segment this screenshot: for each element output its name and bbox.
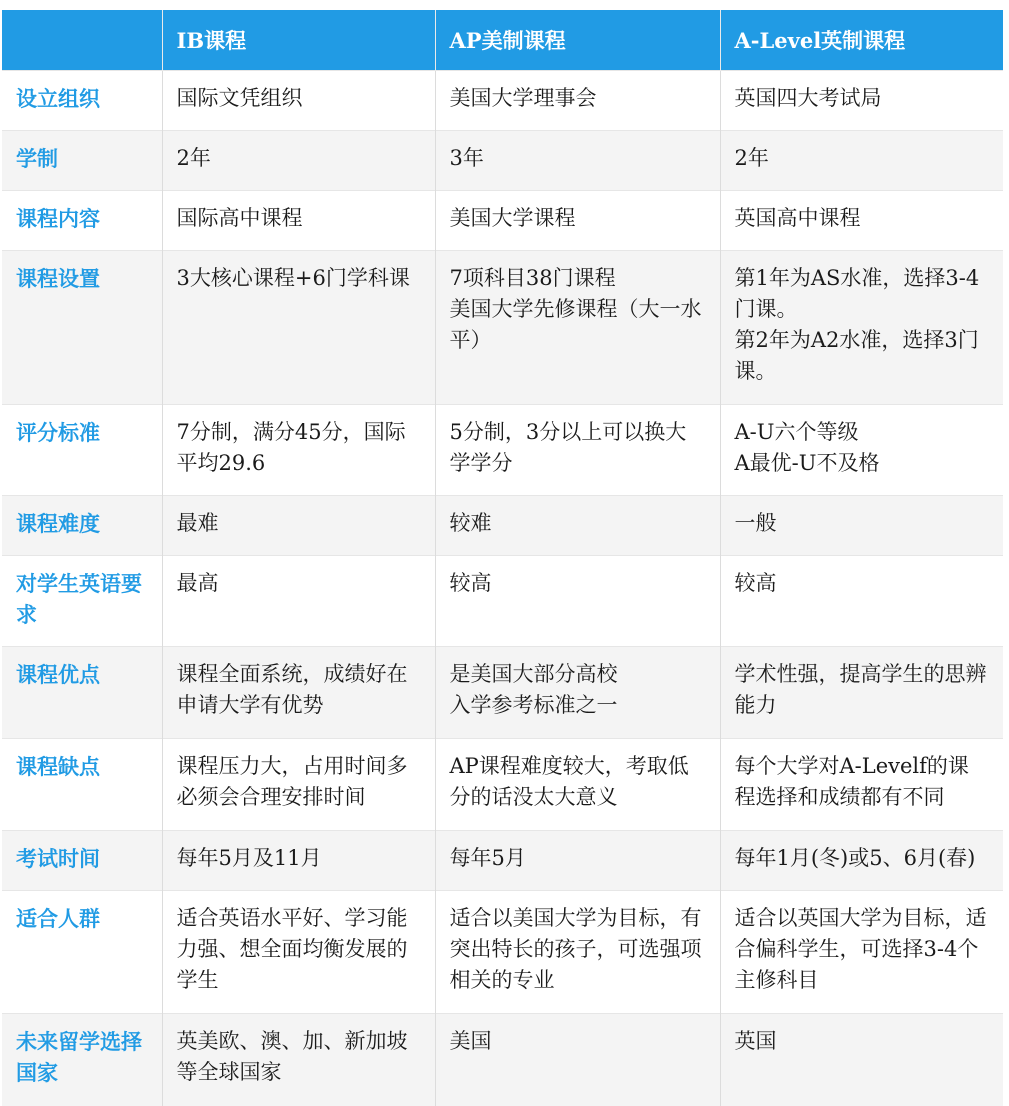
cell-ap: 较难: [435, 496, 720, 556]
cell-ap: 3年: [435, 131, 720, 191]
cell-alevel: 英国: [720, 1014, 1003, 1106]
table-row: [2, 891, 1003, 1014]
table-row: [2, 405, 1003, 496]
cell-alevel: 第1年为AS水准，选择3-4门课。 第2年为A2水准，选择3门课。: [720, 251, 1003, 405]
cell-alevel: 每年1月(冬)或5、6月(春): [720, 831, 1003, 891]
row-label: 适合人群: [2, 891, 162, 1014]
header-ap: AP美制课程: [435, 10, 720, 71]
cell-ap: AP课程难度较大，考取低分的话没太大意义: [435, 739, 720, 831]
cell-ap: 7项科目38门课程 美国大学先修课程（大一水平）: [435, 251, 720, 405]
row-label: 课程难度: [2, 496, 162, 556]
cell-alevel: 较高: [720, 556, 1003, 647]
row-label: 对学生英语要求: [2, 556, 162, 647]
header-alevel: A-Level英制课程: [720, 10, 1003, 71]
row-label: 学制: [2, 131, 162, 191]
row-label: 评分标准: [2, 405, 162, 496]
cell-ib: 课程压力大，占用时间多必须会合理安排时间: [162, 739, 435, 831]
table-row: [2, 71, 1003, 131]
table-row: [2, 1014, 1003, 1106]
cell-ap: 美国大学理事会: [435, 71, 720, 131]
table-row: [2, 191, 1003, 251]
cell-ap: 较高: [435, 556, 720, 647]
table-row: [2, 496, 1003, 556]
cell-ib: 7分制，满分45分，国际平均29.6: [162, 405, 435, 496]
cell-ib: 适合英语水平好、学习能力强、想全面均衡发展的学生: [162, 891, 435, 1014]
cell-alevel: 英国四大考试局: [720, 71, 1003, 131]
cell-alevel: 适合以英国大学为目标，适合偏科学生，可选择3-4个主修科目: [720, 891, 1003, 1014]
table-row: [2, 739, 1003, 831]
cell-alevel: 一般: [720, 496, 1003, 556]
row-label: 课程内容: [2, 191, 162, 251]
cell-alevel: 每个大学对A-Levelf的课程选择和成绩都有不同: [720, 739, 1003, 831]
header-ib: IB课程: [162, 10, 435, 71]
cell-ap: 适合以美国大学为目标，有突出特长的孩子，可选强项相关的专业: [435, 891, 720, 1014]
table-header-row: [2, 10, 1003, 71]
table-row: [2, 251, 1003, 405]
cell-alevel: A-U六个等级 A最优-U不及格: [720, 405, 1003, 496]
cell-ib: 英美欧、澳、加、新加坡等全球国家: [162, 1014, 435, 1106]
comparison-table-container: [2, 10, 1003, 1106]
cell-ib: 2年: [162, 131, 435, 191]
course-comparison-table: [2, 10, 1003, 1106]
cell-ib: 每年5月及11月: [162, 831, 435, 891]
row-label: 课程缺点: [2, 739, 162, 831]
cell-ap: 美国大学课程: [435, 191, 720, 251]
cell-ib: 3大核心课程+6门学科课: [162, 251, 435, 405]
table-row: [2, 831, 1003, 891]
cell-ap: 每年5月: [435, 831, 720, 891]
cell-ib: 课程全面系统，成绩好在申请大学有优势: [162, 647, 435, 739]
cell-ap: 美国: [435, 1014, 720, 1106]
row-label: 设立组织: [2, 71, 162, 131]
cell-ib: 国际文凭组织: [162, 71, 435, 131]
cell-ap: 是美国大部分高校 入学参考标准之一: [435, 647, 720, 739]
table-row: [2, 131, 1003, 191]
table-row: [2, 556, 1003, 647]
cell-alevel: 2年: [720, 131, 1003, 191]
row-label: 考试时间: [2, 831, 162, 891]
cell-alevel: 学术性强，提高学生的思辨能力: [720, 647, 1003, 739]
row-label: 课程设置: [2, 251, 162, 405]
table-row: [2, 647, 1003, 739]
cell-ib: 最难: [162, 496, 435, 556]
cell-alevel: 英国高中课程: [720, 191, 1003, 251]
row-label: 未来留学选择国家: [2, 1014, 162, 1106]
cell-ap: 5分制，3分以上可以换大学学分: [435, 405, 720, 496]
cell-ib: 国际高中课程: [162, 191, 435, 251]
header-empty-cell: [2, 10, 162, 71]
cell-ib: 最高: [162, 556, 435, 647]
row-label: 课程优点: [2, 647, 162, 739]
